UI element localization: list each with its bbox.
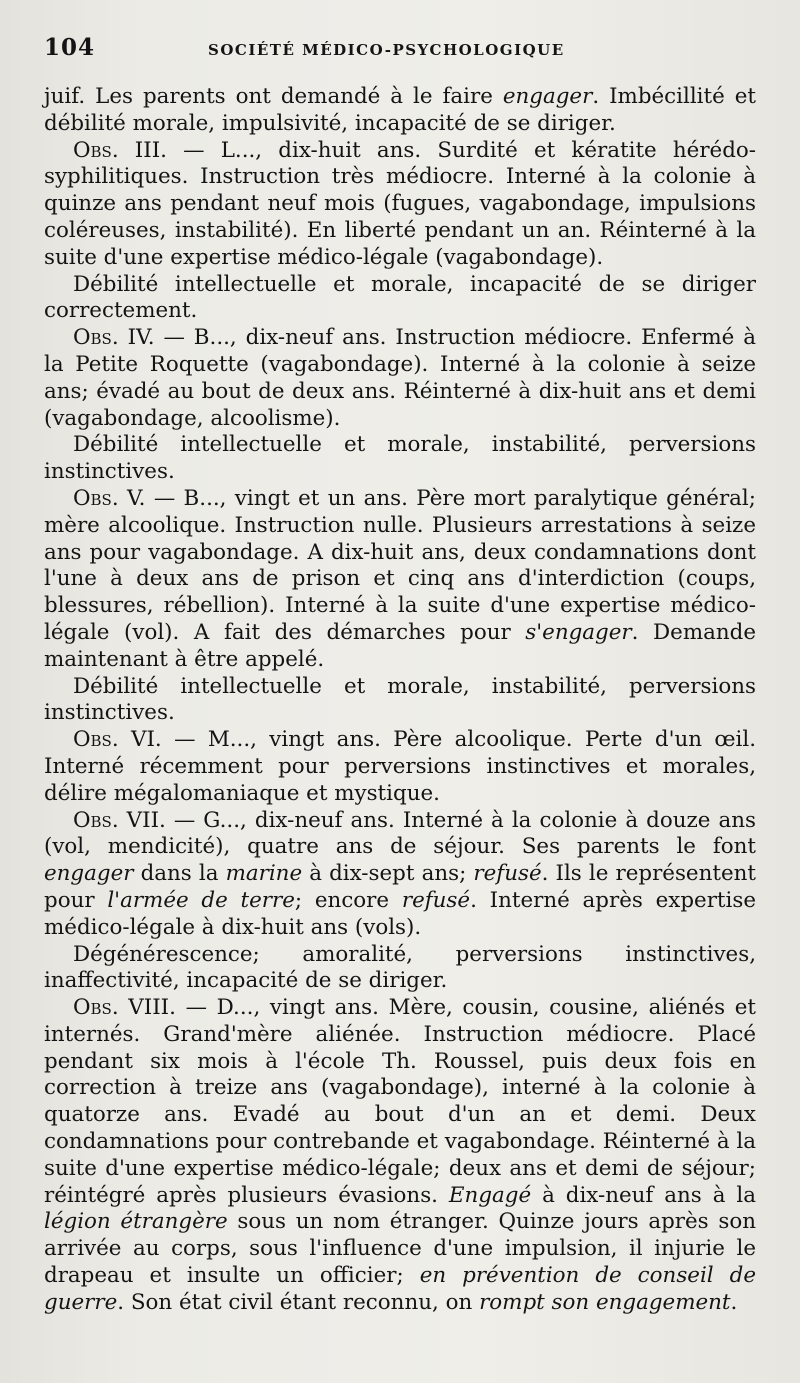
paragraph bbox=[44, 942, 756, 996]
text-run: juif. Les parents ont demandé à le faire bbox=[44, 84, 503, 109]
page-body bbox=[44, 84, 756, 1317]
text-run: . Son état civil étant reconnu, on bbox=[117, 1289, 480, 1315]
text-run: . Interné après expertise médico-légale à dix-huit ans (vols). bbox=[44, 887, 756, 940]
italic-text: engager bbox=[502, 84, 593, 109]
italic-text: Engagé bbox=[448, 1182, 532, 1208]
italic-text: s'engager bbox=[525, 619, 632, 645]
paragraph bbox=[44, 995, 756, 1317]
text-run: sous un nom étranger. Quinze jours après son arrivée au corps, sous l'influence d'une impulsion, il injurie le drapeau et insulte un officier; bbox=[44, 1209, 756, 1289]
italic-text: refusé bbox=[401, 887, 471, 913]
text-run: Débilité intellectuelle et morale, instabilité, perversions instinctives. bbox=[44, 673, 756, 726]
observation-label: Obs. III. bbox=[73, 137, 167, 163]
text-run: Débilité intellectuelle et morale, incapacité de se diriger correctement. bbox=[44, 271, 756, 324]
paragraph bbox=[44, 674, 756, 728]
paragraph bbox=[44, 272, 756, 326]
paragraph bbox=[44, 727, 756, 807]
paragraph bbox=[44, 486, 756, 674]
text-run: — G..., dix-neuf ans. Interné à la colonie à douze ans (vol, mendicité), quatre ans de séjour. Ses parents le font bbox=[44, 807, 756, 860]
text-run: à dix-neuf ans à la bbox=[531, 1182, 757, 1208]
text-run: dans la bbox=[133, 861, 226, 887]
observation-label: Obs. VI. bbox=[73, 727, 162, 753]
observation-label: Obs. VII. bbox=[73, 807, 166, 833]
paragraph bbox=[44, 808, 756, 942]
text-run: . Imbécillité et débilité morale, impulsivité, incapacité de se diriger. bbox=[44, 84, 756, 136]
text-run: . Ils le représentent pour bbox=[44, 861, 756, 913]
text-run: — D..., vingt ans. Mère, cousin, cousine, aliénés et internés. Grand'mère aliénée. Instruction médiocre. Placé pendant six mois à l'école Th. Roussel, puis deux fois en correction à treize ans (vagabondage), interné à la colonie à quatorze ans. Evadé au bout d'un an et demi. Deux condamnations pour contrebande et vagabondage. Réinterné à la suite d'une expertise médico-légale; deux ans et demi de séjour; réintégré après plusieurs évasions. bbox=[44, 995, 757, 1208]
observation-label: Obs. VIII. bbox=[73, 995, 176, 1021]
text-run: — L..., dix-huit ans. Surdité et kératite hérédo-syphilitiques. Instruction très médiocre. Interné à la colonie à quinze ans pendant neuf mois (fugues, vagabondage, impulsions coléreuses, instabilité). En liberté pendant un an. Réinterné à la suite d'une expertise médico-légale (vagabondage). bbox=[44, 137, 756, 270]
paragraph bbox=[44, 325, 756, 432]
paragraph bbox=[44, 138, 756, 272]
page-header bbox=[44, 34, 756, 74]
observation-label: Obs. IV. bbox=[73, 325, 155, 351]
text-run: — B..., vingt et un ans. Père mort paralytique général; mère alcoolique. Instruction nulle. Plusieurs arrestations à seize ans pour vagabondage. A dix-huit ans, deux condamnations dont l'une à deux ans de prison et cinq ans d'interdiction (coups, blessures, rébellion). Interné à la suite d'une expertise médico-légale (vol). A fait des démarches pour bbox=[44, 485, 756, 645]
italic-text: marine bbox=[225, 861, 303, 887]
italic-text: refusé bbox=[473, 861, 542, 887]
text-run: ; encore bbox=[294, 887, 402, 913]
observation-label: Obs. V. bbox=[73, 485, 146, 511]
text-run: . bbox=[730, 1289, 738, 1315]
italic-text: l'armée de terre bbox=[107, 887, 295, 913]
page-number: 104 bbox=[44, 34, 96, 61]
paragraph bbox=[44, 84, 756, 138]
italic-text: rompt son engagement bbox=[479, 1289, 731, 1315]
text-run: Dégénérescence; amoralité, perversions instinctives, inaffectivité, incapacité de se diriger. bbox=[44, 941, 756, 994]
text-run: — B..., dix-neuf ans. Instruction médiocre. Enfermé à la Petite Roquette (vagabondage). Interné à la colonie à seize ans; évadé au bout de deux ans. Réinterné à dix-huit ans et demi (vagabondage, alcoolisme). bbox=[44, 325, 756, 431]
italic-text: en prévention de conseil de guerre bbox=[44, 1263, 756, 1315]
text-run: . Demande maintenant à être appelé. bbox=[44, 619, 756, 672]
text-run: à dix-sept ans; bbox=[302, 861, 474, 887]
text-run: Débilité intellectuelle et morale, instabilité, perversions instinctives. bbox=[44, 432, 756, 485]
text-run: — M..., vingt ans. Père alcoolique. Perte d'un œil. Interné récemment pour perversions instinctives et morales, délire mégalomaniaque et mystique. bbox=[44, 727, 756, 806]
running-title: SOCIÉTÉ MÉDICO-PSYCHOLOGIQUE bbox=[208, 41, 565, 59]
paragraph bbox=[44, 432, 756, 486]
italic-text: engager bbox=[44, 861, 134, 887]
italic-text: légion étrangère bbox=[44, 1209, 228, 1235]
